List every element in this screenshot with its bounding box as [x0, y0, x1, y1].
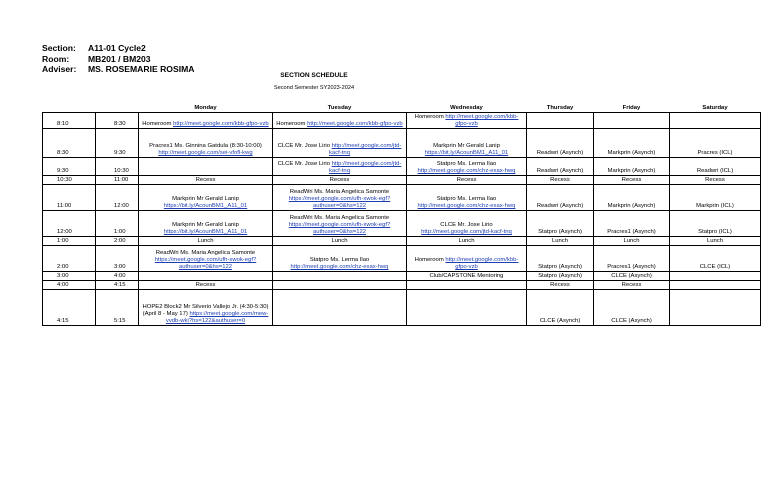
class-cell — [670, 290, 761, 326]
end-time: 5:15 — [96, 290, 139, 326]
recess-cell: Recess — [670, 176, 761, 185]
class-cell: Statpro (Asynch) — [527, 211, 594, 237]
class-cell: Readwri (ICL) — [670, 158, 761, 176]
class-cell: CLCE Mr. Jose Lirio http://meet.google.com/jtd-kacf-tnq — [273, 158, 407, 176]
meet-link[interactable]: http://meet.google.com/kbb-gfpo-vzb — [173, 121, 269, 127]
class-cell: Statpro (Asynch) — [527, 272, 594, 281]
page-subtitle: Second Semester SY2023-2024 — [273, 85, 355, 91]
lunch-cell: Lunch — [273, 237, 407, 246]
class-cell: CLCE (ICL) — [670, 246, 761, 272]
class-cell — [670, 281, 761, 290]
class-cell: ReadWri Ms. Maria Angelica Samonte https://meet.google.com/ufh-xwok-egf?authuser=0&hs=122 — [139, 246, 273, 272]
end-time: 12:00 — [96, 185, 139, 211]
meet-link[interactable]: https://bit.ly/AcounBM1_A11_01 — [424, 150, 509, 156]
schedule-row — [43, 113, 761, 129]
end-time: 1:00 — [96, 211, 139, 237]
class-cell: Homeroom http://meet.google.com/kbb-gfpo-vzb — [273, 113, 407, 129]
schedule-row — [43, 281, 761, 290]
meet-link[interactable]: https://meet.google.com/ufh-xwok-egf?authuser=0&hs=122 — [288, 196, 391, 209]
class-cell: Markprin (ICL) — [670, 185, 761, 211]
end-time: 4:15 — [96, 281, 139, 290]
recess-cell: Recess — [407, 176, 527, 185]
class-cell: Statpro (ICL) — [670, 211, 761, 237]
meet-link[interactable]: http://meet.google.com/chz-exax-hwq — [417, 203, 516, 209]
day-header-saturday: Saturday — [702, 105, 728, 111]
schedule-row — [43, 185, 761, 211]
class-cell — [527, 113, 594, 129]
recess-cell: Recess — [527, 281, 594, 290]
section-row — [42, 43, 194, 54]
class-cell — [273, 281, 407, 290]
meet-link[interactable]: http://meet.google.com/sei-vfofl-kwg — [158, 150, 253, 156]
schedule-row — [43, 211, 761, 237]
day-header-row — [43, 102, 761, 113]
room-row — [42, 54, 194, 65]
start-time: 10:30 — [43, 176, 96, 185]
class-cell: Markprin Mr Gerald Lanip https://bit.ly/AcounBM1_A11_01 — [407, 129, 527, 158]
start-time: 8:30 — [43, 129, 96, 158]
class-cell: HOPE2 Block2 Mr Silverio Vallejo Jr. (4:30-5:30) (April 8 - May 17) https://meet.google.com/mew-vvdb-wki?hs=122&authuser=0 — [139, 290, 273, 326]
class-cell: Homeroom http://meet.google.com/kbb-gfpo-vzb — [407, 246, 527, 272]
start-time: 2:00 — [43, 246, 96, 272]
end-time: 3:00 — [96, 246, 139, 272]
recess-cell: Recess — [139, 281, 273, 290]
class-cell: Markprin (Asynch) — [594, 129, 670, 158]
lunch-cell: Lunch — [407, 237, 527, 246]
class-cell: Readwri (Asynch) — [527, 129, 594, 158]
lunch-cell: Lunch — [670, 237, 761, 246]
class-cell: ReadWri Ms. Maria Angelica Samonte https://meet.google.com/ufh-xwok-egf?authuser=0&hs=122 — [273, 211, 407, 237]
day-header-wednesday: Wednesday — [450, 105, 483, 111]
meet-link[interactable]: http://meet.google.com/jtd-kacf-tnq — [329, 143, 402, 156]
class-cell: Readwri (Asynch) — [527, 185, 594, 211]
meet-link[interactable]: https://meet.google.com/ufh-xwok-egf?authuser=0&hs=122 — [154, 257, 257, 270]
schedule-row — [43, 129, 761, 158]
meet-link[interactable]: https://bit.ly/AcounBM1_A11_01 — [163, 203, 248, 209]
class-cell — [273, 272, 407, 281]
end-time: 4:00 — [96, 272, 139, 281]
recess-cell: Recess — [273, 176, 407, 185]
meet-link[interactable]: https://bit.ly/AcounBM1_A11_01 — [163, 229, 248, 235]
class-cell: Readwri (Asynch) — [527, 158, 594, 176]
class-cell: CLCE Mr. Jose Lirio http://meet.google.com/jtd-kacf-tnq — [273, 129, 407, 158]
meet-link[interactable]: http://meet.google.com/jtd-kacf-tnq — [329, 161, 402, 174]
class-cell: Markprin (Asynch) — [594, 185, 670, 211]
recess-cell: Recess — [594, 176, 670, 185]
end-time: 8:30 — [96, 113, 139, 129]
class-cell: Statpro Ms. Lerma Ilao http://meet.google.com/chz-exax-hwq — [407, 158, 527, 176]
start-time: 1:00 — [43, 237, 96, 246]
class-cell — [273, 290, 407, 326]
day-header-thursday: Thursday — [546, 105, 574, 111]
schedule-header — [42, 43, 194, 75]
end-time: 2:00 — [96, 237, 139, 246]
class-cell — [670, 113, 761, 129]
class-cell: Statpro Ms. Lerma Ilao http://meet.google.com/chz-exax-hwq — [273, 246, 407, 272]
schedule-row — [43, 272, 761, 281]
lunch-cell: Lunch — [527, 237, 594, 246]
day-header-monday: Monday — [194, 105, 217, 111]
meet-link[interactable]: https://meet.google.com/mew-vvdb-wki?hs=122&authuser=0 — [165, 311, 269, 324]
class-cell: Club/CAPSTONE Mentoring — [407, 272, 527, 281]
start-time: 4:15 — [43, 290, 96, 326]
class-cell — [594, 113, 670, 129]
start-time: 9:30 — [43, 158, 96, 176]
meet-link[interactable]: http://meet.google.com/chz-exax-hwq — [290, 264, 389, 270]
class-cell: CLCE Mr. Jose Lirio http://meet.google.com/jtd-kacf-tnq — [407, 211, 527, 237]
class-cell — [139, 158, 273, 176]
class-cell: CLCE (Asynch) — [594, 290, 670, 326]
section-label: Section: — [42, 43, 76, 53]
end-time: 9:30 — [96, 129, 139, 158]
room-value: MB201 / BM203 — [88, 53, 151, 64]
adviser-value: MS. ROSEMARIE ROSIMA — [88, 64, 195, 74]
class-cell: Homeroom http://meet.google.com/kbb-gfpo-vzb — [139, 113, 273, 129]
start-time: 11:00 — [43, 185, 96, 211]
start-time: 3:00 — [43, 272, 96, 281]
class-cell — [139, 272, 273, 281]
schedule-row — [43, 158, 761, 176]
start-time: 8:10 — [43, 113, 96, 129]
class-cell — [407, 290, 527, 326]
class-cell: Homeroom http://meet.google.com/kbb-gfpo-vzb — [407, 113, 527, 129]
class-cell: Markprin Mr Gerald Lanip https://bit.ly/AcounBM1_A11_01 — [139, 211, 273, 237]
class-cell — [407, 281, 527, 290]
recess-cell: Recess — [527, 176, 594, 185]
class-cell: CLCE (Asynch) — [594, 272, 670, 281]
meet-link[interactable]: http://meet.google.com/kbb-gfpo-vzb — [307, 121, 403, 127]
class-cell: Pracres1 (Asynch) — [594, 211, 670, 237]
schedule-row — [43, 290, 761, 326]
section-value: A11-01 Cycle2 — [88, 43, 146, 53]
day-header-tuesday: Tuesday — [327, 105, 352, 111]
adviser-label: Adviser: — [42, 64, 77, 74]
recess-cell: Recess — [594, 281, 670, 290]
schedule-table — [42, 102, 761, 326]
lunch-cell: Lunch — [594, 237, 670, 246]
class-cell — [670, 272, 761, 281]
schedule-row — [43, 176, 761, 185]
time-start-header — [43, 102, 96, 113]
meet-link[interactable]: http://meet.google.com/kbb-gfpo-vzb — [445, 257, 519, 270]
day-header-friday: Friday — [622, 105, 641, 111]
meet-link[interactable]: https://meet.google.com/ufh-xwok-egf?authuser=0&hs=122 — [288, 222, 391, 235]
class-cell: Pracres1 Ms. Ginnina Gatdula (8:30-10:00) http://meet.google.com/sei-vfofl-kwg — [139, 129, 273, 158]
page-title: SECTION SCHEDULE — [280, 72, 348, 79]
class-cell: Statpro (Asynch) — [527, 246, 594, 272]
class-cell: ReadWri Ms. Maria Angelica Samonte https://meet.google.com/ufh-xwok-egf?authuser=0&hs=122 — [273, 185, 407, 211]
end-time: 11:00 — [96, 176, 139, 185]
lunch-cell: Lunch — [139, 237, 273, 246]
meet-link[interactable]: http://meet.google.com/chz-exax-hwq — [417, 168, 516, 174]
time-end-header — [96, 102, 139, 113]
start-time: 4:00 — [43, 281, 96, 290]
class-cell: Markprin (Asynch) — [594, 158, 670, 176]
start-time: 12:00 — [43, 211, 96, 237]
room-label: Room: — [42, 53, 70, 64]
class-cell: Markprin Mr Gerald Lanip https://bit.ly/AcounBM1_A11_01 — [139, 185, 273, 211]
meet-link[interactable]: http://meet.google.com/kbb-gfpo-vzb — [445, 114, 519, 127]
recess-cell: Recess — [139, 176, 273, 185]
class-cell: CLCE (Asynch) — [527, 290, 594, 326]
schedule-row — [43, 237, 761, 246]
class-cell: Statpro Ms. Lerma Ilao http://meet.google.com/chz-exax-hwq — [407, 185, 527, 211]
meet-link[interactable]: http://meet.google.com/jtd-kacf-tnq — [421, 229, 512, 235]
end-time: 10:30 — [96, 158, 139, 176]
class-cell: Pracres (ICL) — [670, 129, 761, 158]
schedule-row — [43, 246, 761, 272]
class-cell: Pracres1 (Asynch) — [594, 246, 670, 272]
